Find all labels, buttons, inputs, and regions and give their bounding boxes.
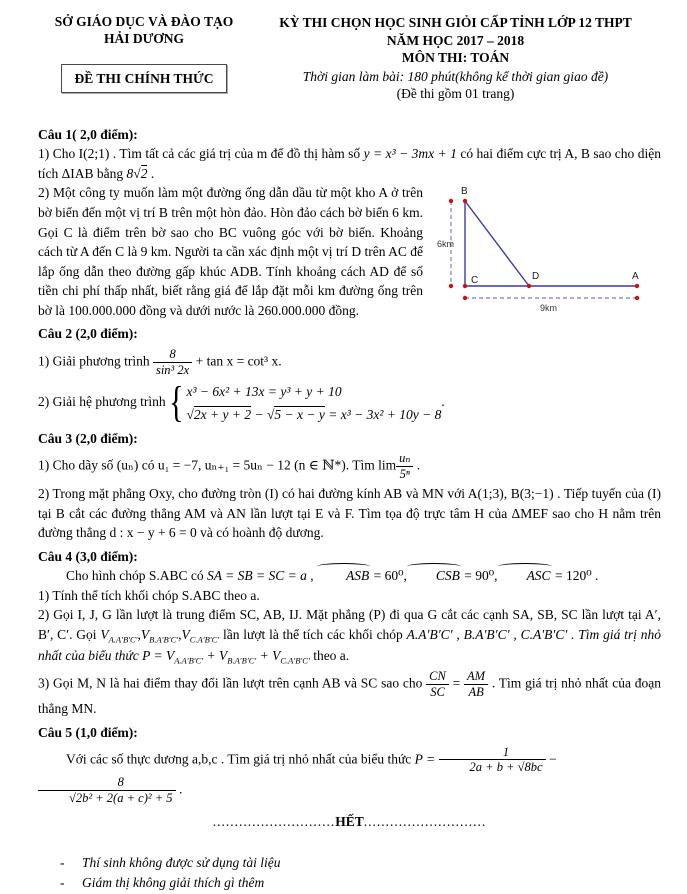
- math-fraction-2: 8 √ 2b² + 2(a + c)² + 5: [38, 775, 176, 806]
- measure-dot: [635, 296, 639, 300]
- label-C: C: [471, 275, 479, 287]
- note-1: - Thí sinh không được sử dụng tài liệu: [60, 855, 281, 871]
- measure-dot: [463, 296, 467, 300]
- question-3-item-2: 2) Trong mặt phẳng Oxy, cho đường tròn (I) có hai đường kính AB và MN với A(1;3), B(3;−1) . Tiếp tuyến của (I) tại B cắt các đường thẳng AM và AN lần lượt tại E và F. Tìm tọa độ trực tâm H của ΔMEF sao cho H nằm trên đường thẳng d : x − y + 6 = 0 và có hoành độ dương.: [38, 485, 661, 541]
- question-2-item-2: 2) Giải hệ phương trình { x³ − 6x² + 13x = y³ + y + 10 √ 2x + y + 2 − √ 5 − x − y = x³ − 3x² + 10y − 8 .: [38, 381, 661, 425]
- geometry-figure: [433, 183, 661, 317]
- question-2-item-1: 1) Giải phương trình $\frac{8}{\text{sin³ 2x}}$ + tan x = cot³ x.: [38, 346, 282, 377]
- angle-ASC: ASC: [498, 566, 552, 586]
- label-9km: 9km: [540, 303, 558, 314]
- question-1-item-2: B C D A 6km 9km 2) Một công ty muốn làm một đường ống dẫn dầu từ một kho A ở trên bờ biển đến một vị trí B trên một hòn đảo. Hòn đảo cách bờ biển 6 km. Gọi C là điểm trên bờ sao cho BC vuông góc với bờ biển. Khoảng cách từ A đến C là 9 km. Người ta cần xác định một vị trí D trên AC để lắp ống dẫn theo đường gấp khúc ADB. Tính khoảng cách AD để số tiền chi phí thấp nhất, biết rằng giá để lắp đặt mỗi km đường ống trên bờ là 100.000.000 đồng và dưới nước là 260.000.000 đồng.: [38, 183, 661, 320]
- math-limit-fraction: $\frac{\text{uₙ}}{\text{5ⁿ}}$: [396, 451, 413, 482]
- header-right: [250, 14, 661, 103]
- header-left: [38, 14, 250, 103]
- question-5-heading: Câu 5 (1,0 điểm):: [38, 724, 138, 740]
- question-2-heading: Câu 2 (2,0 điểm):: [38, 326, 138, 342]
- label-6km: 6km: [437, 239, 455, 250]
- question-1-heading: Câu 1( 2,0 điểm):: [38, 126, 138, 142]
- exam-title: KỲ THI CHỌN HỌC SINH GIỎI CẤP TỈNH LỚP 12 THPT: [279, 15, 632, 30]
- math-P-sum: $P = V_{A.A'B'C'} + V_{B.A'B'C'} + V_{C.A'B'C'}$: [142, 647, 310, 666]
- angle-CSB: CSB: [407, 566, 461, 586]
- exam-notes: [38, 853, 661, 892]
- point-C-dot: [463, 284, 467, 288]
- department-name-line1: SỞ GIÁO DỤC VÀ ĐÀO TẠO: [54, 14, 234, 29]
- question-5-body: Với các số thực dương a,b,c . Tìm giá trị nhỏ nhất của biểu thức P = $\frac{1}{2a + b + √ 8bc}$ − 8 √ 2b² + 2(a + c)² + 5 .: [38, 745, 661, 806]
- school-year: NĂM HỌC 2017 – 2018: [386, 32, 525, 48]
- measure-dot: [449, 199, 453, 203]
- question-4-item-3: 3) Gọi M, N là hai điểm thay đổi lần lượt trên cạnh AB và SC sao cho $\frac{CN}{SC}$ = $\frac{AM}{AB}$ . Tìm giá trị nhỏ nhất của đoạn thẳng MN.: [38, 668, 661, 717]
- question-4-item-1: 1) Tính thể tích khối chóp S.ABC theo a.: [38, 587, 260, 603]
- end-marker: ............................HẾT............................: [212, 813, 487, 829]
- question-3-item-1: 1) Cho dãy số (uₙ) có u₁ = −7, uₙ₊₁ = 5uₙ − 12 (n ∈ ℕ*). Tìm lim $\frac{\text{uₙ}}{\text{5ⁿ}}$ .: [38, 451, 421, 482]
- header: [38, 14, 661, 103]
- page-count: (Đề thi gồm 01 trang): [396, 86, 515, 102]
- math-fraction-1: $\frac{1}{2a + b + √ 8bc}$: [439, 745, 546, 776]
- system-equation-1: { x³ − 6x² + 13x = y³ + y + 10: [186, 384, 342, 400]
- question-1-item-1: 1) Cho I(2;1) . Tìm tất cả các giá trị của m để đồ thị hàm số y = x³ − 3mx + 1 có hai điểm cực trị A, B sao cho diện tích ΔIAB bằng 8 √ 2 .: [38, 144, 661, 183]
- math-fraction: $\frac{8}{\text{sin³ 2x}}$: [153, 347, 192, 378]
- note-2: - Giám thị không giải thích gì thêm: [60, 874, 265, 890]
- math-sqrt-2: √ 2: [133, 165, 147, 181]
- label-A: A: [632, 271, 639, 283]
- segment-BD: [465, 201, 529, 286]
- question-4-intro: Cho hình chóp S.ABC có SA = SB = SC = a , ASB = 60⁰, CSB = 90⁰, ASC = 120⁰ .: [38, 566, 661, 586]
- question-4-item-2: 2) Gọi I, J, G lần lượt là trung điểm SC, AB, IJ. Mặt phẳng (P) đi qua G cắt các cạnh SA, SB, SC lần lượt tại A′, B′, C′. Gọi $V_{A.A'B'C'},V_{B.A'B'C'},V_{C.A'B'C'}$ lần lượt là thể tích các khối chóp A.A′B′C′ , B.A′B′C′ , C.A′B′C′ . Tìm giá trị nhỏ nhất của biểu thức $P = V_{A.A'B'C'} + V_{B.A'B'C'} + V_{C.A'B'C'}$ theo a.: [38, 607, 661, 666]
- system-equation-2: √ 2x + y + 2 − √ 5 − x − y = x³ − 3x² + 10y − 8: [186, 405, 441, 425]
- official-exam-box: ĐỀ THI CHÍNH THỨC: [61, 64, 228, 94]
- end-label: HẾT: [335, 813, 364, 829]
- subject: MÔN THI: TOÁN: [401, 50, 510, 66]
- angle-ASB: ASB: [317, 566, 370, 586]
- math-cubic-function: y = x³ − 3mx + 1: [363, 146, 457, 162]
- department-name-line2: HẢI DƯƠNG: [103, 30, 185, 46]
- question-4-heading: Câu 4 (3,0 điểm):: [38, 548, 138, 564]
- math-equation-system: [169, 381, 441, 425]
- label-B: B: [461, 186, 468, 198]
- measure-dot: [449, 284, 453, 288]
- point-A-dot: [635, 284, 639, 288]
- point-B-dot: [463, 199, 467, 203]
- point-D-dot: [527, 284, 531, 288]
- exam-duration: Thời gian làm bài: 180 phút(không kể thời gian giao đề): [302, 68, 609, 84]
- question-3-heading: Câu 3 (2,0 điểm):: [38, 430, 138, 446]
- label-D: D: [532, 271, 540, 283]
- math-fraction-AM-AB: $\frac{AM}{AB}$: [464, 669, 488, 700]
- math-fraction-CN-SC: $\frac{CN}{SC}$: [426, 669, 449, 700]
